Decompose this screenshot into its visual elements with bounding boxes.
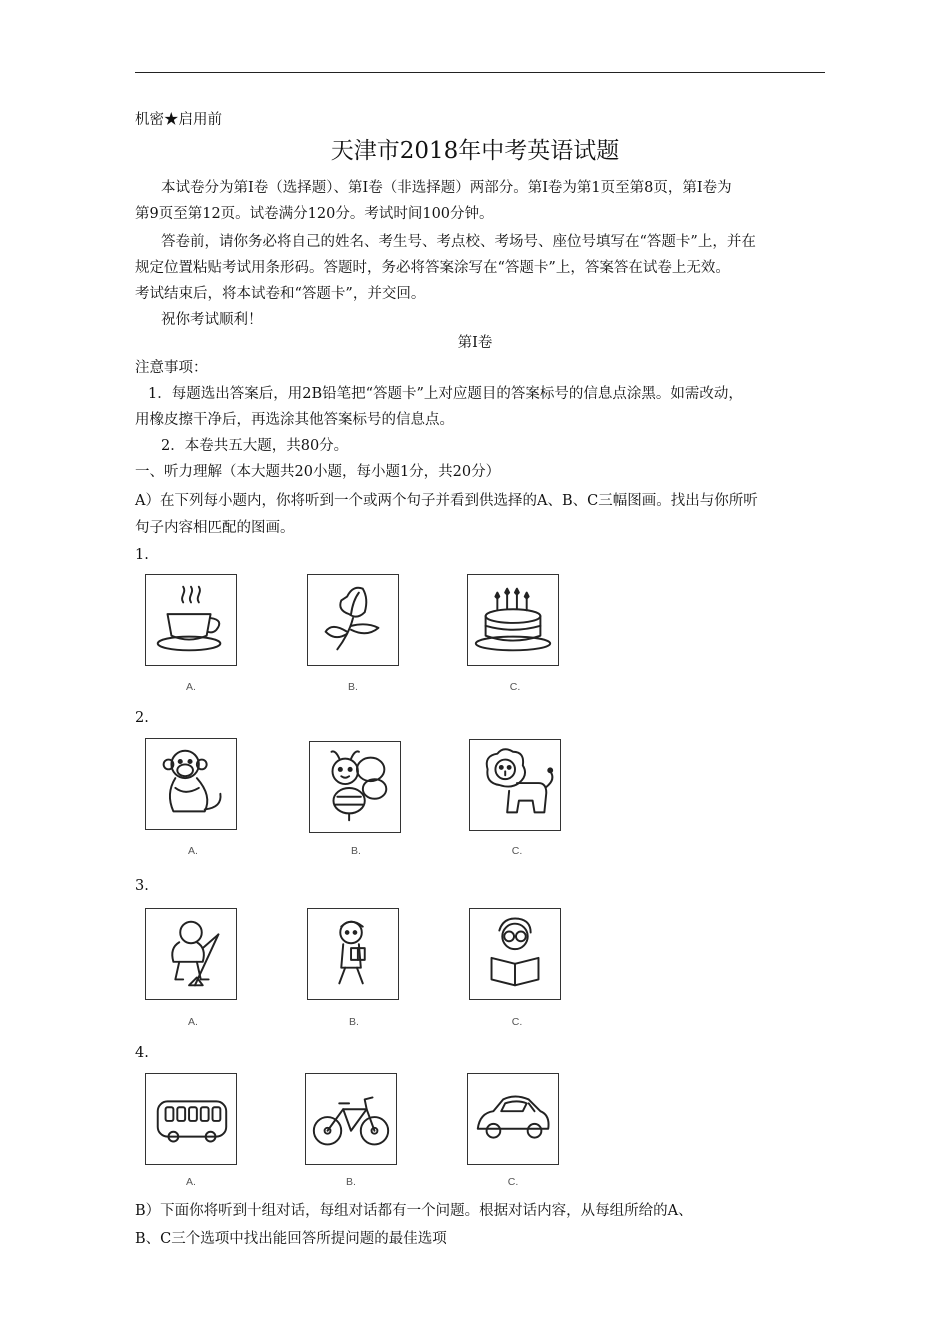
option-image-b[interactable]: [309, 741, 401, 833]
bus-icon: [146, 1074, 236, 1164]
monkey-icon: [146, 739, 236, 829]
option-image-b[interactable]: [305, 1073, 397, 1165]
option-label: B.: [346, 1176, 356, 1188]
option-label: A.: [188, 1016, 198, 1028]
part1-heading: 一、听力理解（本大题共20小题，每小题1分，共20分）: [135, 464, 501, 480]
sweeping-boy-icon: [146, 909, 236, 999]
option-label: A.: [186, 681, 196, 693]
option-image-c[interactable]: [469, 908, 561, 1000]
option-image-a[interactable]: [145, 574, 237, 666]
part1-b-line2: B、C三个选项中找出能回答所提问题的最佳选项: [135, 1231, 447, 1247]
lion-icon: [470, 740, 560, 830]
intro-p2-line3: 考试结束后，将本试卷和“答题卡”，并交回。: [135, 286, 426, 302]
coffee-cup-icon: [146, 575, 236, 665]
option-image-c[interactable]: [469, 739, 561, 831]
option-label: B.: [351, 845, 361, 857]
page-title: 天津市2018年中考英语试题: [330, 138, 620, 164]
confidential-label: 机密★启用前: [135, 112, 222, 128]
notes-heading: 注意事项：: [135, 360, 208, 376]
option-image-b[interactable]: [307, 908, 399, 1000]
reading-boy-icon: [470, 909, 560, 999]
question-number: 2.: [135, 710, 149, 726]
option-image-a[interactable]: [145, 738, 237, 830]
part1-a-line1: A）在下列每小题内，你将听到一个或两个句子并看到供选择的A、B、C三幅图画。找出与你所听: [135, 493, 758, 509]
car-icon: [468, 1074, 558, 1164]
header-rule: [135, 72, 825, 73]
question-number: 3.: [135, 878, 149, 894]
option-label: B.: [348, 681, 358, 693]
option-label: C.: [507, 1176, 519, 1188]
note-1-line2: 用橡皮擦干净后，再选涂其他答案标号的信息点。: [135, 412, 454, 428]
note-2: 2．本卷共五大题，共80分。: [161, 438, 349, 454]
option-label: A.: [188, 845, 198, 857]
part1-b-line1: B）下面你将听到十组对话，每组对话都有一个问题。根据对话内容，从每组所给的A、: [135, 1203, 693, 1219]
wish-text: 祝你考试顺利！: [161, 312, 263, 328]
question-number: 4.: [135, 1045, 149, 1061]
option-image-b[interactable]: [307, 574, 399, 666]
birthday-cake-icon: [468, 575, 558, 665]
part1-a-line2: 句子内容相匹配的图画。: [135, 520, 295, 536]
intro-p2-line1: 答卷前，请你务必将自己的姓名、考生号、考点校、考场号、座位号填写在“答题卡”上，并在: [161, 234, 756, 250]
option-image-c[interactable]: [467, 574, 559, 666]
option-label: B.: [349, 1016, 359, 1028]
option-label: C.: [511, 1016, 523, 1028]
question-number: 1.: [135, 547, 149, 563]
option-label: A.: [186, 1176, 196, 1188]
section-title: 第Ⅰ卷: [457, 335, 493, 351]
option-label: C.: [509, 681, 521, 693]
intro-p1-line2: 第9页至第12页。试卷满分120分。考试时间100分钟。: [135, 206, 494, 222]
bee-icon: [310, 742, 400, 832]
note-1-line1: 1．每题选出答案后，用2B铅笔把“答题卡”上对应题目的答案标号的信息点涂黑。如需改动，: [148, 386, 743, 402]
option-image-a[interactable]: [145, 1073, 237, 1165]
flower-icon: [308, 575, 398, 665]
intro-p2-line2: 规定位置粘贴考试用条形码。答题时，务必将答案涂写在“答题卡”上，答案答在试卷上无效。: [135, 260, 730, 276]
bicycle-icon: [306, 1074, 396, 1164]
option-image-a[interactable]: [145, 908, 237, 1000]
option-label: C.: [511, 845, 523, 857]
boy-with-gift-icon: [308, 909, 398, 999]
intro-p1-line1: 本试卷分为第Ⅰ卷（选择题）、第Ⅰ卷（非选择题）两部分。第Ⅰ卷为第1页至第8页，第Ⅰ卷为: [161, 180, 732, 196]
option-image-c[interactable]: [467, 1073, 559, 1165]
